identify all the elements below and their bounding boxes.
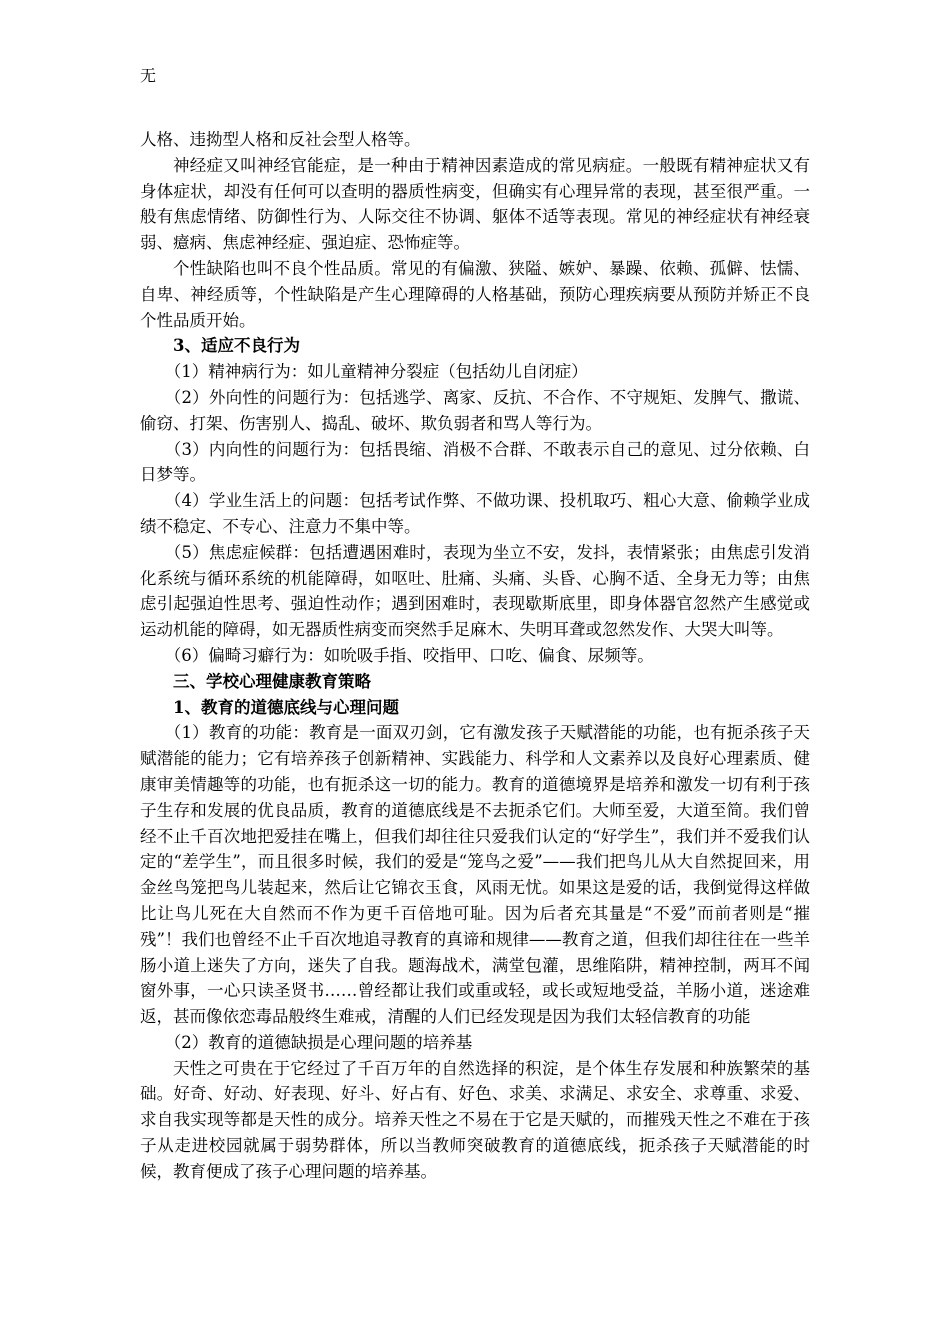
document-body	[140, 127, 810, 1185]
paragraph: 个性缺陷也叫不良个性品质。常见的有偏激、狭隘、嫉妒、暴躁、依赖、孤僻、怯懦、自卑、神经质等，个性缺陷是产生心理障碍的人格基础，预防心理疾病要从预防并矫正不良个性品质开始。	[140, 258, 810, 330]
paragraph: 神经症又叫神经官能症，是一种由于精神因素造成的常见病症。一般既有精神症状又有身体症状，却没有任何可以查明的器质性病变，但确实有心理异常的表现，甚至很严重。一般有焦虑情绪、防御性行为、人际交往不协调、躯体不适等表现。常见的神经症状有神经衰弱、癔病、焦虑神经症、强迫症、恐怖症等。	[140, 155, 810, 253]
section-heading: 3、适应不良行为	[173, 336, 300, 356]
section-heading: 1、教育的道德底线与心理问题	[173, 697, 399, 717]
paragraph: 天性之可贵在于它经过了千百万年的自然选择的积淀，是个体生存发展和种族繁荣的基础。好奇、好动、好表现、好斗、好占有、好色、求美、求满足、求安全、求尊重、求爱、求自我实现等都是天性的成分。培养天性之不易在于它是天赋的，而摧残天性之不难在于孩子从走进校园就属于弱势群体，所以当教师突破教育的道德底线，扼杀孩子天赋潜能的时候，教育便成了孩子心理问题的培养基。	[140, 1058, 810, 1181]
list-item: （4）学业生活上的问题：包括考试作弊、不做功课、投机取巧、粗心大意、偷赖学业成绩不稳定、不专心、注意力不集中等。	[140, 491, 810, 536]
list-item: （2）外向性的问题行为：包括逃学、离家、反抗、不合作、不守规矩、发脾气、撒谎、偷窃、打架、伤害别人、捣乱、破坏、欺负弱者和骂人等行为。	[140, 387, 810, 433]
list-item: （5）焦虑症候群：包括遭遇困难时，表现为坐立不安，发抖，表情紧张；由焦虑引发消化系统与循环系统的机能障碍，如呕吐、肚痛、头痛、头昏、心胸不适、全身无力等；由焦虑引起强迫性思考、强迫性动作；遇到困难时，表现歇斯底里，即身体器官忽然产生感觉或运动机能的障碍，如无器质性病变而突然手足麻木、失明耳聋或忽然发作、大哭大叫等。	[140, 542, 810, 640]
list-item: （3）内向性的问题行为：包括畏缩、消极不合群、不敢表示自己的意见、过分依赖、白日梦等。	[140, 439, 810, 485]
list-item: （1）精神病行为：如儿童精神分裂症（包括幼儿自闭症）	[164, 362, 588, 382]
paragraph: 人格、违拗型人格和反社会型人格等。	[140, 130, 421, 149]
chapter-heading: 三、学校心理健康教育策略	[173, 671, 371, 691]
page-header: 无	[140, 66, 157, 85]
paragraph: （1）教育的功能：教育是一面双刃剑，它有激发孩子天赋潜能的功能，也有扼杀孩子天赋潜能的能力；它有培养孩子创新精神、实践能力、科学和人文素养以及良好心理素质、健康审美情趣等的功能，也有扼杀这一切的能力。教育的道德境界是培养和激发一切有利于孩子生存和发展的优良品质，教育的道德底线是不去扼杀它们。大师至爱，大道至简。我们曾经不止千百次地把爱挂在嘴上，但我们却往往只爱我们认定的“好学生”，我们并不爱我们认定的“差学生”，而且很多时候，我们的爱是“笼鸟之爱”——我们把鸟儿从大自然捉回来，用金丝鸟笼把鸟儿装起来，然后让它锦衣玉食，风雨无忧。如果这是爱的话，我倒觉得这样做比让鸟儿死在大自然而不作为更千百倍地可耻。因为后者充其量是“不爱”而前者则是“摧残”！我们也曾经不止千百次地追寻教育的真谛和规律——教育之道，但我们却往往在一些羊肠小道上迷失了方向，迷失了自我。题海战术，满堂包灌，思维陷阱，精神控制，两耳不闻窗外事，一心只读圣贤书……曾经都让我们或重或轻，或长或短地受益，羊肠小道，迷途难返，甚而像依恋毒品般终生难戒，清醒的人们已经发现是因为我们太轻信教育的功能	[140, 723, 810, 1027]
subheading: （2）教育的道德缺损是心理问题的培养基	[164, 1032, 473, 1052]
list-item: （6）偏畸习癖行为：如吮吸手指、咬指甲、口吃、偏食、尿频等。	[164, 645, 654, 665]
